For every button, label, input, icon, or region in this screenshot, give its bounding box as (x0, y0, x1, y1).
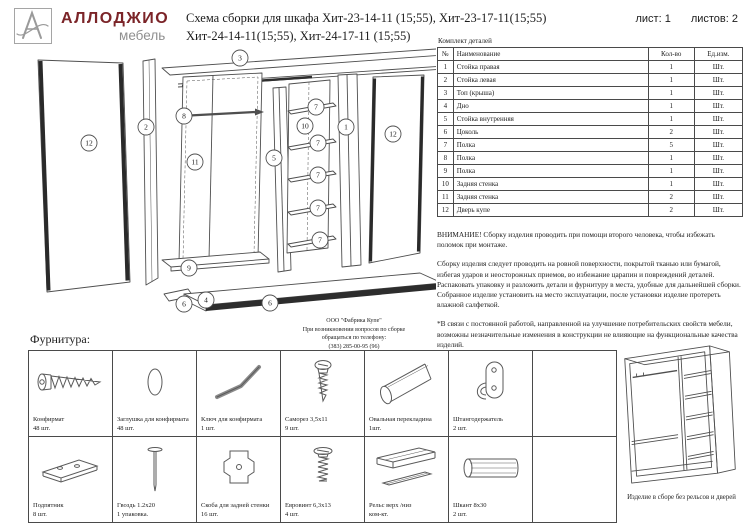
table-row: 9 Полка 1 Шт. (438, 165, 743, 178)
hardware-cell (29, 351, 113, 437)
hardware-qty: ком-кт. (369, 510, 389, 518)
hex-key-icon (197, 355, 280, 409)
hardware-cell (281, 351, 365, 437)
hardware-name: Рельс верх /низ (369, 502, 412, 510)
oval-rail-icon (365, 355, 448, 409)
table-row: 7 Полка 5 Шт. (438, 139, 743, 152)
warning-note: ВНИМАНИЕ! Сборку изделия проводить при помощи второго человека, чтобы избежать поломок при монтаже. (437, 230, 715, 250)
svg-text:6: 6 (182, 299, 186, 309)
hardware-name: Ключ для конфирмата (201, 416, 263, 424)
brand-subtitle: мебель (119, 27, 166, 43)
confirmat-screw-icon (29, 355, 112, 409)
svg-text:3: 3 (238, 53, 242, 63)
hardware-cell (449, 351, 533, 437)
table-row: 12 Дверь купе 2 Шт. (438, 204, 743, 217)
svg-text:10: 10 (301, 121, 309, 131)
svg-text:7: 7 (318, 235, 322, 245)
hardware-qty: 2 шт. (453, 510, 467, 518)
svg-text:5: 5 (272, 153, 276, 163)
brand-mark-icon (14, 8, 52, 44)
hardware-name: Штангодержатель (453, 416, 503, 424)
hardware-name: Заглушка для конфирмата (117, 416, 189, 424)
sheet-info (635, 13, 738, 25)
hardware-qty: 1 упаковка. (117, 510, 149, 518)
plug-icon (113, 355, 196, 409)
svg-text:7: 7 (316, 170, 320, 180)
brand-name: АЛЛОДЖИО (61, 10, 170, 27)
rail-profile-icon (365, 441, 448, 495)
factory-contact-note: ООО "Фабрика Купе" При возникновении вопросов по сборке обращаться по телефону: (383) 285-00-95 (96) (302, 318, 406, 351)
hardware-cell (197, 351, 281, 437)
nail-icon (113, 441, 196, 495)
parts-and-notes-column (437, 37, 743, 350)
assembly-notes (437, 230, 743, 350)
svg-text:9: 9 (187, 263, 191, 273)
hardware-qty: 2 шт. (453, 424, 467, 432)
assembled-cabinet-drawing (618, 337, 746, 487)
hardware-name: Подпятник (33, 502, 64, 510)
table-row: 4 Дно 1 Шт. (438, 100, 743, 113)
table-row: 1 Стойка правая 1 Шт. (438, 61, 743, 74)
note-disclaimer: *В связи с постоянной работой, направленной на улучшение потребительских свойств мебели, возможны незначительные изменения в конструкции не влияющие на функциональные качества изделий. (437, 319, 738, 349)
sheets-total: листов: 2 (690, 13, 738, 25)
svg-text:12: 12 (85, 138, 93, 148)
table-row: 8 Полка 1 Шт. (438, 152, 743, 165)
hardware-qty: 1шт. (369, 424, 382, 432)
hardware-table (28, 350, 617, 523)
hardware-cell (281, 437, 365, 523)
parts-table-caption: Комплект деталей (438, 37, 492, 45)
hardware-cell (365, 351, 449, 437)
parts-header-row: № Наименование Кол-во Ед.изм. (438, 48, 743, 61)
screw-icon (281, 355, 364, 409)
hardware-qty: 48 шт. (33, 424, 51, 432)
svg-text:4: 4 (204, 295, 208, 305)
euro-screw-icon (281, 441, 364, 495)
hardware-name: Евровинт 6,3х13 (285, 502, 331, 510)
title-line-1: Схема сборки для шкафа Хит-23-14-11 (15;55), Хит-23-17-11(15;55) (186, 11, 547, 25)
title-line-2: Хит-24-14-11(15;55), Хит-24-17-11 (15;55) (186, 29, 411, 44)
hardware-name: Скоба для задней стенки (201, 502, 270, 510)
svg-text:8: 8 (182, 111, 186, 121)
hardware-name: Гвоздь 1.2х20 (117, 502, 156, 510)
table-row: 10 Задняя стенка 1 Шт. (438, 178, 743, 191)
hardware-qty: 48 шт. (117, 424, 135, 432)
hardware-row (29, 437, 617, 523)
hardware-cell-empty (533, 351, 617, 437)
hardware-row (29, 351, 617, 437)
brand-logo (14, 8, 169, 44)
hardware-cell (113, 437, 197, 523)
table-row: 2 Стойка левая 1 Шт. (438, 74, 743, 87)
note-surface: Сборку изделия следует проводить на ровной поверхности, покрытой тканью или бумагой, избегая ударов и неосторожных приемов, во избежание царапин и повреждений деталей. (437, 259, 721, 279)
hardware-name: Овальная перекладина (369, 416, 432, 424)
svg-text:6: 6 (268, 298, 272, 308)
sheet-number: лист: 1 (635, 13, 671, 25)
svg-text:7: 7 (316, 203, 320, 213)
svg-text:12: 12 (389, 129, 397, 139)
hardware-cell (197, 437, 281, 523)
assembled-caption: Изделие в сборе без рельсов и дверей (627, 494, 736, 501)
table-row: 5 Стойка внутренняя 1 Шт. (438, 113, 743, 126)
hardware-cell (29, 437, 113, 523)
hardware-name: Шкант 8х30 (453, 502, 487, 510)
hardware-section-title: Фурнитура: (30, 332, 91, 346)
hardware-qty: 4 шт. (285, 510, 299, 518)
svg-text:2: 2 (144, 122, 148, 132)
svg-text:7: 7 (314, 102, 318, 112)
table-row: 6 Цоколь 2 Шт. (438, 126, 743, 139)
table-row: 3 Топ (крыша) 1 Шт. (438, 87, 743, 100)
parts-table (437, 47, 743, 217)
hardware-qty: 9 шт. (285, 424, 299, 432)
hardware-cell (365, 437, 449, 523)
assembled-view (617, 337, 746, 501)
back-panel-clip-icon (197, 441, 280, 495)
exploded-assembly-diagram (12, 42, 436, 342)
note-place: Собранное изделие установить на место эксплуатации, после установки изделие протереть влажной салфеткой. (437, 290, 721, 310)
hardware-qty: 16 шт. (201, 510, 219, 518)
hardware-cell (449, 437, 533, 523)
note-unpack: Распаковать упаковку и разложить детали и фурнитуру в места, удобные для дальнейшей сборки. (437, 279, 741, 289)
hardware-qty: 8 шт. (33, 510, 47, 518)
hardware-name: Конфирмат (33, 416, 65, 424)
foot-pad-icon (29, 441, 112, 495)
hardware-cell (113, 351, 197, 437)
hardware-cell-empty (533, 437, 617, 523)
svg-text:7: 7 (316, 138, 320, 148)
hardware-qty: 1 шт. (201, 424, 215, 432)
table-row: 11 Задняя стенка 2 Шт. (438, 191, 743, 204)
dowel-icon (449, 441, 532, 495)
hardware-name: Саморез 3,5х11 (285, 416, 328, 424)
svg-text:11: 11 (191, 157, 199, 167)
rod-holder-icon (449, 355, 532, 409)
svg-text:1: 1 (344, 122, 348, 132)
